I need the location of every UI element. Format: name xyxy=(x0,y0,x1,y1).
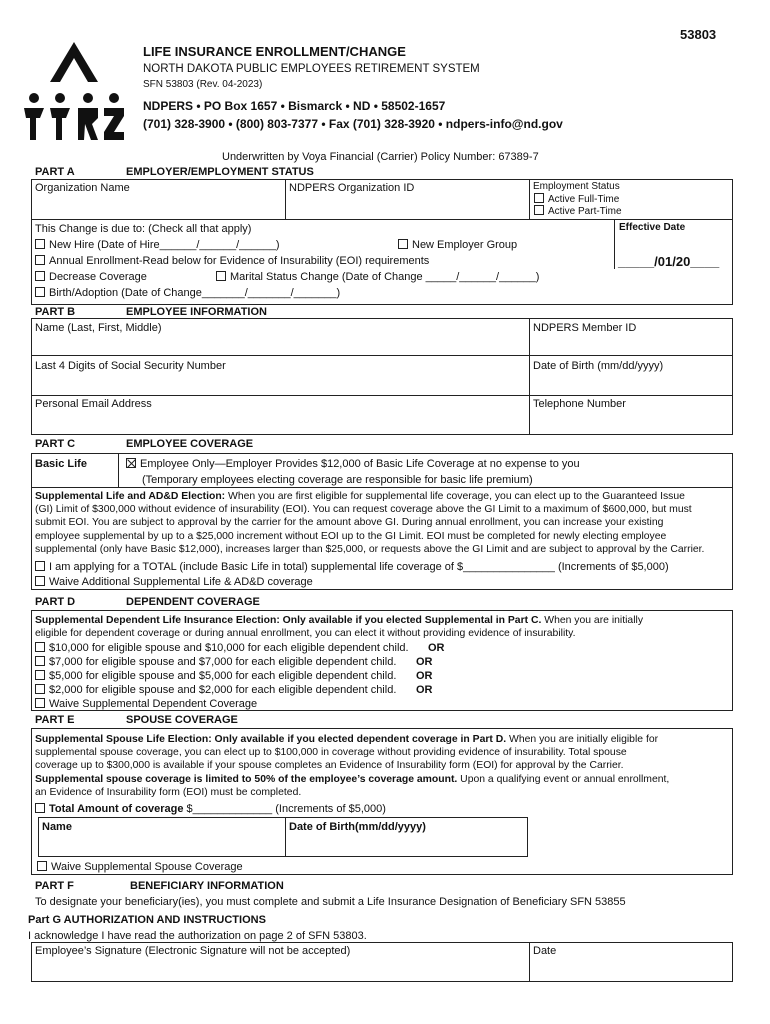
dependent-5000-checkbox[interactable] xyxy=(35,670,45,680)
full-time-checkbox[interactable] xyxy=(534,193,544,203)
org-id-field[interactable]: NDPERS Organization ID xyxy=(289,182,415,194)
underwritten-line: Underwritten by Voya Financial (Carrier) Policy Number: 67389-7 xyxy=(222,151,539,163)
ssn-field[interactable]: Last 4 Digits of Social Security Number xyxy=(35,360,226,372)
annual-enrollment-option[interactable]: Annual Enrollment-Read below for Evidence of Insurability (EOI) requirements xyxy=(35,255,429,267)
org-name-field[interactable]: Organization Name xyxy=(35,182,130,194)
basic-life-label: Basic Life xyxy=(35,458,87,470)
part-d-label: PART D xyxy=(35,596,76,608)
sfn-rev: SFN 53803 (Rev. 04-2023) xyxy=(143,79,263,90)
part-a-title: EMPLOYER/EMPLOYMENT STATUS xyxy=(126,166,314,178)
employee-only-option[interactable]: Employee Only—Employer Provides $12,000 of Basic Life Coverage at no expense to you xyxy=(126,458,580,470)
contact-line: (701) 328-3900 • (800) 803-7377 • Fax (701) 328-3920 • ndpers-info@nd.gov xyxy=(143,117,563,131)
dependent-option-7000[interactable]: $7,000 for eligible spouse and $7,000 for each eligible dependent child. xyxy=(35,656,396,668)
or-label: OR xyxy=(416,684,433,696)
spouse-paragraph: Supplemental Spouse Life Election: Only available if you elected dependent coverage in Part D. When you are initially eligible for supplemental spouse coverage, you can elect up to $100,000 in coverage without providing evidence of insurability. Total spouse coverage up to $300,000 is available if your spouse completes an Evidence of Insurability form (EOI) for approval by the Carrier. Supplemental spouse coverage is limited to 50% of the employee’s coverage amount. Upon a qualifying event or annual enrollment, an Evidence of Insurability form (EOI) must be completed. xyxy=(35,734,670,798)
decrease-coverage-checkbox[interactable] xyxy=(35,271,45,281)
spouse-name-field[interactable]: Name xyxy=(42,821,72,833)
full-time-option[interactable]: Active Full-Time xyxy=(534,193,619,205)
part-a-label: PART A xyxy=(35,166,75,178)
part-f-title: BENEFICIARY INFORMATION xyxy=(130,880,284,892)
dependent-option-5000[interactable]: $5,000 for eligible spouse and $5,000 for each eligible dependent child. xyxy=(35,670,396,682)
new-employer-group-checkbox[interactable] xyxy=(398,239,408,249)
part-e-label: PART E xyxy=(35,714,75,726)
or-label: OR xyxy=(428,642,445,654)
beneficiary-text: To designate your beneficiary(ies), you must complete and submit a Life Insurance Designation of Beneficiary SFN 53855 xyxy=(35,896,626,908)
new-hire-option[interactable]: New Hire (Date of Hire______/______/______) xyxy=(35,239,280,251)
address-line: NDPERS • PO Box 1657 • Bismarck • ND • 58502-1657 xyxy=(143,99,446,113)
waive-spouse-checkbox[interactable] xyxy=(37,861,47,871)
annual-enrollment-checkbox[interactable] xyxy=(35,255,45,265)
dob-field[interactable]: Date of Birth (mm/dd/yyyy) xyxy=(533,360,664,372)
dependent-2000-checkbox[interactable] xyxy=(35,684,45,694)
or-label: OR xyxy=(416,656,433,668)
ndpers-logo-icon xyxy=(18,38,130,150)
form-number: 53803 xyxy=(680,27,717,42)
new-hire-checkbox[interactable] xyxy=(35,239,45,249)
waive-supplemental-option[interactable]: Waive Additional Supplemental Life & AD&D coverage xyxy=(35,576,313,588)
dependent-7000-checkbox[interactable] xyxy=(35,656,45,666)
part-b-label: PART B xyxy=(35,306,76,318)
part-b-title: EMPLOYEE INFORMATION xyxy=(126,306,267,318)
form-title: LIFE INSURANCE ENROLLMENT/CHANGE xyxy=(143,44,406,59)
member-id-field[interactable]: NDPERS Member ID xyxy=(533,322,637,334)
change-due-label: This Change is due to: (Check all that apply) xyxy=(35,223,252,235)
employee-name-field[interactable]: Name (Last, First, Middle) xyxy=(35,322,162,334)
marital-status-option[interactable]: Marital Status Change (Date of Change _____/______/______) xyxy=(216,271,539,283)
effective-date-field[interactable]: _____/01/20____ xyxy=(618,254,720,269)
waive-spouse-option[interactable]: Waive Supplemental Spouse Coverage xyxy=(37,861,243,873)
decrease-coverage-option[interactable]: Decrease Coverage xyxy=(35,271,147,283)
waive-dependent-checkbox[interactable] xyxy=(35,698,45,708)
spouse-total-checkbox[interactable] xyxy=(35,803,45,813)
part-time-checkbox[interactable] xyxy=(534,205,544,215)
signature-date-field[interactable]: Date xyxy=(533,945,557,957)
spouse-info-table xyxy=(38,817,528,857)
waive-supplemental-checkbox[interactable] xyxy=(35,576,45,586)
birth-adoption-checkbox[interactable] xyxy=(35,287,45,297)
dependent-line-2: eligible for dependent coverage or during annual enrollment, you can elect it without providing evidence of insurability. xyxy=(35,628,576,639)
part-f-label: PART F xyxy=(35,880,74,892)
total-supplemental-checkbox[interactable] xyxy=(35,561,45,571)
part-c-title: EMPLOYEE COVERAGE xyxy=(126,438,254,450)
part-e-title: SPOUSE COVERAGE xyxy=(126,714,238,726)
supplemental-paragraph: Supplemental Life and AD&D Election: When you are first eligible for supplemental life coverage, you can elect up to the Guaranteed Issue (GI) Limit of $300,000 without evidence of insurability (EOI). You can request coverage above the GI Limit to a maximum of $600,000, but must submit EOI. You are subject to approval by the carrier for the amount above GI. During annual enrollment, you can increase your existing employee supplemental by up to a $25,000 increment without EOI up to the GI Limit. EOI must be completed for newly electing employee supplemental (only have Basic $12,000), increases larger than $25,000, or requests above the GI Limit and are subject to approval by the Carrier. xyxy=(35,491,705,555)
waive-dependent-option[interactable]: Waive Supplemental Dependent Coverage xyxy=(35,698,257,710)
org-name-header: NORTH DAKOTA PUBLIC EMPLOYEES RETIREMENT SYSTEM xyxy=(143,63,480,75)
part-b-box xyxy=(31,318,733,435)
telephone-field[interactable]: Telephone Number xyxy=(533,398,626,410)
signature-field[interactable]: Employee’s Signature (Electronic Signature will not be accepted) xyxy=(35,945,351,957)
temporary-note: (Temporary employees electing coverage are responsible for basic life premium) xyxy=(142,474,533,486)
effective-date-label: Effective Date xyxy=(619,222,686,233)
new-employer-group-option[interactable]: New Employer Group xyxy=(398,239,517,251)
total-supplemental-option[interactable]: I am applying for a TOTAL (include Basic Life in total) supplemental life coverage of $_______________ (Increments of $5,000) xyxy=(35,561,669,573)
part-c-label: PART C xyxy=(35,438,76,450)
birth-adoption-option[interactable]: Birth/Adoption (Date of Change_______/_______/_______) xyxy=(35,287,340,299)
spouse-total-option[interactable]: Total Amount of coverage $_____________ (Increments of $5,000) xyxy=(35,803,386,815)
dependent-10000-checkbox[interactable] xyxy=(35,642,45,652)
employee-only-checkbox[interactable] xyxy=(126,458,136,468)
part-time-option[interactable]: Active Part-Time xyxy=(534,205,622,217)
acknowledge-text: I acknowledge I have read the authorization on page 2 of SFN 53803. xyxy=(28,930,367,942)
employment-status-label: Employment Status xyxy=(533,181,620,192)
part-d-title: DEPENDENT COVERAGE xyxy=(126,596,260,608)
part-g-title: Part G AUTHORIZATION AND INSTRUCTIONS xyxy=(28,914,266,926)
spouse-dob-field[interactable]: Date of Birth(mm/dd/yyyy) xyxy=(289,821,426,833)
marital-status-checkbox[interactable] xyxy=(216,271,226,281)
or-label: OR xyxy=(416,670,433,682)
dependent-heading: Supplemental Dependent Life Insurance Election: Only available if you elected Supplemental in Part C. When you are initially xyxy=(35,615,644,626)
dependent-option-10000[interactable]: $10,000 for eligible spouse and $10,000 for each eligible dependent child. xyxy=(35,642,409,654)
dependent-option-2000[interactable]: $2,000 for eligible spouse and $2,000 for each eligible dependent child. xyxy=(35,684,396,696)
email-field[interactable]: Personal Email Address xyxy=(35,398,152,410)
